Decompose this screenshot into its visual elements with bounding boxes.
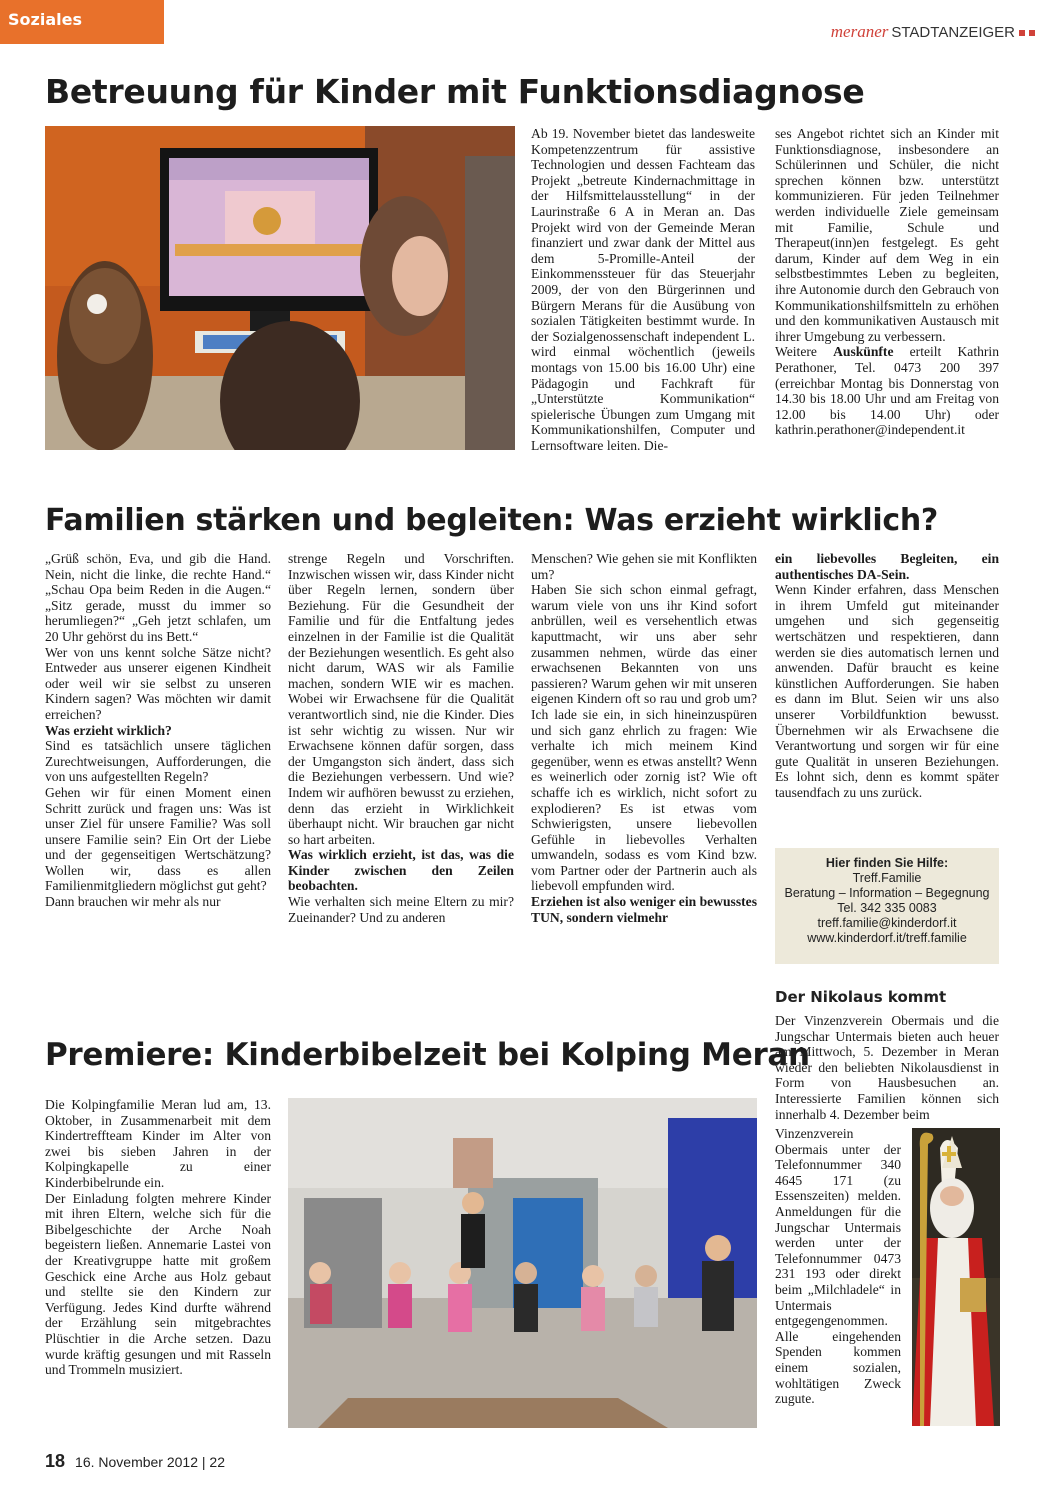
article3-text: Die Kolpingfamilie Meran lud am, 13. Oktober, in Zusammenarbeit mit dem Kindertreffteam Kinder im Alter von zwei bis sieben Jahren in der Kolpingkapelle zu einer Kinderbibelrunde ein. Der Einladung folgten mehrere Kinder mit ihren Eltern, welche sich für die Bibelgeschichte der Arche Noah begeistern ließen. Annemarie Lastei von der Kreativgruppe hatte mit großem Geschick eine Arche aus Holz gebaut und stellte sie den Kindern zur Verfügung. Jedes Kind durfte während der Erzählung sein mitgebrachtes Plüschtier in die Arche setzen. Dazu wurde kräftig gesungen und mit Rasseln und Trommeln musiziert. [45, 1097, 271, 1378]
photo-children-computer [45, 126, 515, 450]
page-footer [45, 1451, 225, 1472]
article1-headline: Betreuung für Kinder mit Funktionsdiagnose [45, 72, 865, 111]
photo-nikolaus [912, 1128, 1000, 1426]
infobox-email: treff.familie@kinderdorf.it [817, 916, 957, 930]
article2-col4: ein liebevolles Begleiten, ein authentisches DA-Sein. Wenn Kinder erfahren, dass Menschen in ihrem Umfeld gut miteinander umgehen und sich gegenseitig wertschätzen und respektieren, dann werden sie dies automatisch lernen und anwenden. Dafür braucht es keine künstlichen Aufforderungen. Sie haben es dann im Blut. Seien wir uns also unserer Vorbildfunktion bewusst. Übernehmen wir als Erwachsene die Verantwortung und sorgen wir für eine gute Qualität in unseren Beziehungen. Es lohnt sich, denn es kommt später tausendfach zu uns zurück. [775, 551, 999, 800]
article3-headline: Premiere: Kinderbibelzeit bei Kolping Meran [45, 1037, 810, 1073]
square-icon [1029, 30, 1035, 36]
masthead [831, 22, 1035, 42]
article2-col1: „Grüß schön, Eva, und gib die Hand. Nein, nicht die linke, die rechte Hand.“ „Schau Opa beim Reden in die Augen.“ „Sitz gerade, musst du immer so herumliegen?“ „Geh jetzt schlafen, um 20 Uhr gehörst du ins Bett.“ Wer von uns kennt solche Sätze nicht? Entweder aus unserer eigenen Kindheit oder weil wir sie selbst zu unseren Kindern sagen? Was möchten wir damit erreichen? Was erzieht wirklich? Sind es tatsächlich unsere täglichen Zurechtweisungen, Aufforderungen, die von uns aufgestellten Regeln? Gehen wir für einen Moment einen Schritt zurück und fragen uns: Was ist unser Ziel für unsere Familie? Was soll unsere Familie sein? Ein Ort der Liebe und der gegenseitigen Wertschätzung? Wollen wir, dass es allen Familienmitgliedern möglichst gut geht? Dann brauchen wir mehr als nur [45, 551, 271, 910]
infobox-title: Hier finden Sie Hilfe: [825, 856, 949, 870]
section-tab [0, 0, 164, 44]
article1-col2: ses Angebot richtet sich an Kinder mit Funktionsdiagnose, insbesondere an Schülerinnen und Schüler, die nicht sprechen können bzw. unterstützt kommunizieren. Für jeden Teilnehmer werden individuelle Ziele gemeinsam mit Familie, Schule und Therapeut(inn)en festgelegt. Es geht darum, Kinder auf dem Weg in ein selbstbestimmtes Leben zu begleiten, ihre Autonomie durch den Gebrauch von Kommunikationshilfsmitteln zu erhöhen und den kommunikativen Austausch mit ihrer Umgebung zu verbessern. Weitere Auskünfte erteilt Kathrin Perathoner, Tel. 0473 200 397 (erreichbar Montag bis Donnerstag von 14.30 bis 18.00 Uhr und am Freitag von 12.00 bis 14.00 Uhr) oder kathrin.perathoner@independent.it [775, 126, 999, 438]
page-number: 18 [45, 1451, 66, 1471]
publication-name: STADTANZEIGER [891, 24, 1015, 41]
article2-col3: Menschen? Wie gehen sie mit Konflikten um? Haben Sie sich schon einmal gefragt, warum viele von uns ihr Kind sofort anbrüllen, weil es versehentlich etwas kaputtmacht, wir uns aber sehr zusammen nehmen, würde das einer erwachsenen Bekannten von uns passieren? Warum gehen wir mit unseren eigenen Kindern oft so rau und grob um? Ich lade sie ein, in sich hineinzuspüren und sich ganz ehrlich zu fragen: Wie verhalte ich mich meinem Kind gegenüber, wenn es etwas anstellt? Wenn es weinerlich oder zornig ist? Wie oft schaffe ich es wirklich, nicht sofort zu explodieren? Es ist etwas vom Schwierigsten, unsere liebevollen Gefühle in liebevolles Verhalten umwandeln, sodass es vom Kind bzw. vom Partner oder der Partnerin auch als liebevoll empfunden wird. Erziehen ist also weniger ein bewusstes TUN, sondern vielmehr [531, 551, 757, 925]
help-infobox: Hier finden Sie Hilfe: Treff.Familie Beratung – Information – Begegnung Tel. 342 335 0083 treff.familie@kinderdorf.it www.kinderdorf.it/treff.familie [775, 848, 999, 964]
article2-col2: strenge Regeln und Vorschriften. Inzwischen wissen wir, dass Kinder nicht über Regeln lernen, sondern über Beziehung. Für die Gesundheit der Familie und für die Entfaltung jedes einzelnen in der Familie ist die Qualität der Beziehungen wesentlich. Es geht also nicht darum, WAS wir als Familie machen, sondern WIE wir es machen. Wobei wir Erwachsene für die Qualität verantwortlich sind, nie die Kinder. Dies ist sehr wichtig zu wissen. Nur wir Erwachsene können dafür sorgen, dass der Umgangston sich ändert, dass sich die Beziehungen verbessern. Und wie? Indem wir aufhören bewusst zu erziehen, denn das erzieht in Wirklichkeit überhaupt nicht. Wir brauchen gar nicht so hart arbeiten. Was wirklich erzieht, ist das, was die Kinder zwischen den Zeilen beobachten. Wie verhalten sich meine Eltern zu mir? Zueinander? Und zu anderen [288, 551, 514, 925]
brand-logo: meraner [830, 22, 889, 41]
section-label: Soziales [8, 10, 82, 29]
article1-col1: Ab 19. November bietet das landesweite Kompetenzzentrum für assistive Technologien und dessen Fachteam das Projekt „betreute Kindernachmittage in der Hilfsmittelausstellung“ in der Laurinstraße 6 A in Meran an. Das Projekt wird von der Gemeinde Meran finanziert und zwar dank der Mittel aus dem 5-Promille-Anteil der Einkommenssteuer für das Steuerjahr 2009, der von den Bürgerinnen und Bürgern Merans für die Ausübung von sozialen Tätigkeiten bestimmt wurde. In der Sozialgenossenschaft independent L. wird einmal wöchentlich (jeweils montags von 15.00 bis 16.00 Uhr) eine Pädagogin und Fachkraft für „Unterstützte Kommunikation“ spielerische Übungen zum Umgang mit Kommunikationshilfen, Computer und Lernsoftware leiten. Die- [531, 126, 755, 453]
article2-headline: Familien stärken und begleiten: Was erzieht wirklich? [45, 503, 938, 538]
square-icon [1019, 30, 1025, 36]
issue-date: 16. November 2012 | 22 [75, 1454, 225, 1470]
sidebar-headline: Der Nikolaus kommt [775, 988, 947, 1006]
sidebar-p2: Vinzenzverein Obermais unter der Telefonnummer 340 4645 171 (zu Essenszeiten) melden. Anmeldungen für die Jungschar Untermais werden unter der Telefonnummer 0473 231 193 oder direkt beim „Milchladele“ in Untermais entgegengenommen. Alle eingehenden Spenden kommen einem sozialen, wohltätigen Zweck zugute. [775, 1126, 901, 1407]
photo-kinderbibelzeit [288, 1098, 757, 1428]
infobox-website: www.kinderdorf.it/treff.familie [807, 931, 967, 945]
sidebar-p1: Der Vinzenzverein Obermais und die Jungschar Untermais bieten auch heuer am Mittwoch, 5. Dezember in Meran wieder den beliebten Nikolausdienst in Form von Hausbesuchen an. Interessierte Familien können sich innerhalb 4. Dezember beim [775, 1013, 999, 1122]
